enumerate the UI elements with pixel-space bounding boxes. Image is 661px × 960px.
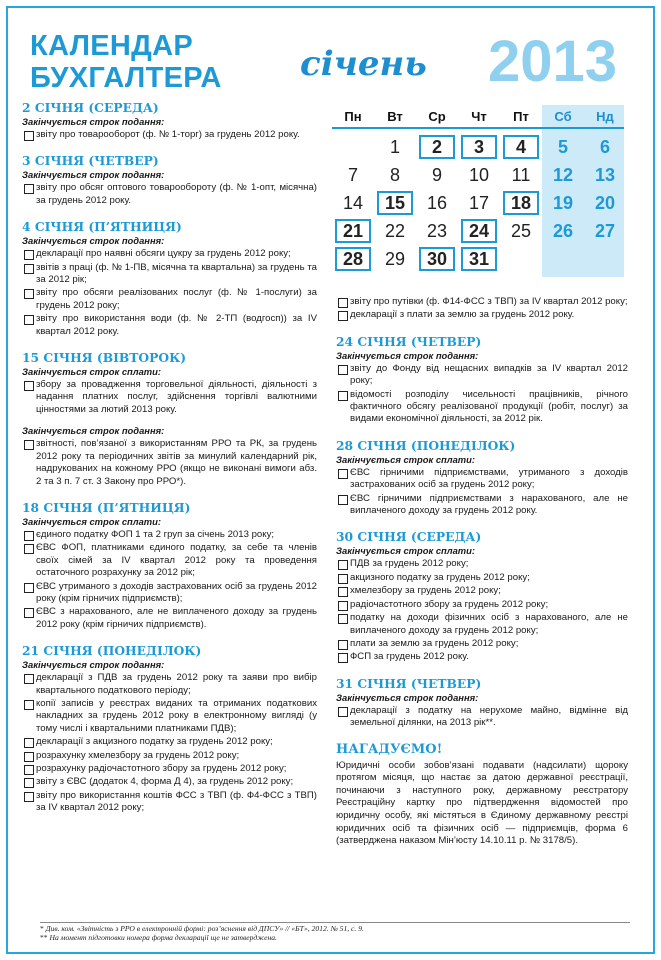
section-subtitle: Закінчується строк подання:: [336, 691, 479, 703]
left-column: [22, 100, 317, 827]
checklist-item: збору за провадження торговельної діяльності, діяльності з надання платних послуг, здійснення торгівлі валютними цінностями за лютий 2013 року.: [22, 379, 317, 416]
page-title: [30, 30, 300, 94]
deadline-day: 28: [335, 247, 371, 271]
checklist-item: акцизного податку за грудень 2012 року;: [336, 572, 628, 584]
footnote-1-text: Див. ком. «Звітність з РРО в електронній формі: роз’яснення від ДПСУ» // «БТ», 2012. № 51, с. 9.: [45, 924, 364, 933]
checklist-item: декларації з акцизного податку за грудень 2012 року;: [22, 736, 317, 748]
footnote-2-mark: **: [40, 933, 48, 943]
deadline-day: 4: [503, 135, 539, 159]
checklist-item: податку на доходи фізичних осіб з нарахованого, але не виплаченого доходу за грудень 2012 року;: [336, 612, 628, 637]
section-date-title: 2 СІЧНЯ (СЕРЕДА): [22, 100, 159, 115]
month-calendar-grid: [332, 105, 624, 277]
checklist-item: радіочастотного збору за грудень 2012 року;: [336, 599, 628, 611]
reminder-text: Юридичні особи зобов’язані подавати (надсилати) щороку протягом місяця, що настає за датою державної реєстрації, починаючи з наступного року, державному реєстратору Реєстраційну картку про підтвердження відомостей про юридичну особу, які містяться в Єдиному державному реєстрі юридичних осіб та фізичних осіб — підприємців, форма 6 (затверджена наказом Мін’юсту 14.10.11 р. № 3178/5).: [336, 759, 628, 847]
right-column: [336, 296, 628, 848]
checklist-item: звіту про товарооборот (ф. № 1-торг) за грудень 2012 року.: [22, 129, 317, 141]
checklist-item: декларації з податку на нерухоме майно, відмінне від земельної ділянки, на 2013 рік**.: [336, 705, 628, 730]
section-subtitle: Закінчується строк сплати:: [22, 366, 161, 378]
footnotes: [40, 922, 630, 943]
section-date-title: 24 СІЧНЯ (ЧЕТВЕР): [336, 333, 482, 349]
checklist-item: звіту про обсяги реалізованих послуг (ф. № 1-послуги) за грудень 2012 року;: [22, 287, 317, 312]
checklist-item: розрахунку радіочастотного збору за грудень 2012 року;: [22, 763, 317, 775]
section-date-title: 3 СІЧНЯ (ЧЕТВЕР): [22, 153, 159, 169]
deadline-section: [22, 219, 317, 338]
calendar-day: 20: [594, 193, 616, 213]
weekday-header: Пт: [513, 109, 529, 124]
deadline-day: 30: [419, 247, 455, 271]
section-date-title: 30 СІЧНЯ (СЕРЕДА): [336, 529, 482, 545]
deadline-day: 2: [419, 135, 455, 159]
checklist-item: ЄВС з нарахованого, але не виплаченого доходу за грудень 2012 року (крім гірничих підприємств).: [22, 606, 317, 631]
title-line-1: КАЛЕНДАР: [30, 30, 193, 62]
section-subtitle: Закінчується строк подання:: [336, 349, 479, 361]
weekday-header: Нд: [596, 109, 614, 124]
deadline-section: [336, 529, 628, 663]
month-title: січень: [300, 44, 427, 84]
checklist-item: відомості розподілу чисельності працівників, річного фактичного обсягу реалізованої продукції (робіт, послуг) за видами економічної діяльності, за 2012 рік.: [336, 389, 628, 426]
footnote-2: [40, 933, 630, 942]
weekday-header: Пн: [344, 109, 362, 124]
checklist-item: ФСП за грудень 2012 року.: [336, 651, 628, 663]
calendar-day: 19: [552, 193, 574, 213]
checklist-item: копії записів у реєстрах виданих та отриманих податкових накладних за грудень 2012 року в електронному вигляді (у тому числі і квартальними платниками ПДВ);: [22, 698, 317, 735]
calendar-day: 23: [426, 221, 448, 241]
section-date-title: 18 СІЧНЯ (П’ЯТНИЦЯ): [22, 499, 191, 515]
section-date-title: 15 СІЧНЯ (ВІВТОРОК): [22, 350, 187, 366]
calendar-day: 12: [552, 165, 574, 185]
section-subtitle: Закінчується строк подання:: [22, 235, 165, 247]
deadline-section: [336, 676, 628, 730]
calendar-day: 27: [594, 221, 616, 241]
reminder-title: НАГАДУЄМО!: [336, 741, 443, 757]
checklist-item: декларації з плати за землю за грудень 2012 року.: [336, 309, 628, 321]
section-subtitle: Закінчується строк сплати:: [336, 453, 475, 465]
deadline-day: 15: [377, 191, 413, 215]
deadline-day: 3: [461, 135, 497, 159]
checklist-item: звітності, пов’язаної з використанням РРО та РК, за грудень 2012 року та періодичних звітів за минулий календарний рік, надрукованих на кожному РРО (якщо не виконані вимоги абз. 2 та 3 п. 7 ст. 3 Закону про РРО*).: [22, 438, 317, 488]
section-subtitle: Закінчується строк подання:: [22, 116, 165, 127]
deadline-section: [336, 334, 628, 426]
section-date-title: 4 СІЧНЯ (П’ЯТНИЦЯ): [22, 219, 182, 235]
deadline-section: [22, 153, 317, 207]
section-date-title: 31 СІЧНЯ (ЧЕТВЕР): [336, 675, 482, 691]
calendar-header-divider: [332, 127, 624, 129]
checklist-item: декларації з ПДВ за грудень 2012 року та заяви про вибір квартального податкового періоду;: [22, 672, 317, 697]
checklist-item: декларації про наявні обсяги цукру за грудень 2012 року;: [22, 248, 317, 260]
calendar-day: 14: [342, 193, 364, 213]
deadline-section: [22, 500, 317, 631]
calendar-day: 6: [599, 137, 610, 157]
deadline-day: 24: [461, 219, 497, 243]
reminder-block: [336, 742, 628, 848]
deadline-section: [336, 438, 628, 518]
group-spacer: [22, 417, 317, 425]
checklist-item: звітів з праці (ф. № 1-ПВ, місячна та квартальна) за грудень та за 2012 рік;: [22, 262, 317, 287]
checklist-item: ЄВС ФОП, платниками єдиного податку, за себе та членів своїх сімей за IV квартал 2012 року та проведення остаточного розрахунку за 2012 рік;: [22, 542, 317, 579]
checklist-item: хмелезбору за грудень 2012 року;: [336, 585, 628, 597]
section-date-title: 21 СІЧНЯ (ПОНЕДІЛОК): [22, 643, 202, 659]
deadline-section: [22, 643, 317, 814]
checklist-item: ЄВС гірничими підприємствами з нарахованого, але не виплаченого доходу за грудень 2012 року.: [336, 493, 628, 518]
calendar-day: 29: [384, 249, 406, 269]
checklist-item: звіту про путівки (ф. Ф14-ФСС з ТВП) за IV квартал 2012 року;: [336, 296, 628, 308]
checklist-item: розрахунку хмелезбору за грудень 2012 року;: [22, 750, 317, 762]
checklist-item: звіту про використання коштів ФСС з ТВП (ф. Ф4-ФСС з ТВП) за IV квартал 2012 року;: [22, 790, 317, 815]
checklist-item: звіту про використання води (ф. № 2-ТП (водгосп)) за IV квартал 2012 року.: [22, 313, 317, 338]
deadline-section: [22, 100, 317, 141]
year-title: 2013: [488, 29, 618, 94]
title-line-2: БУХГАЛТЕРА: [30, 62, 222, 94]
checklist-item: плати за землю за грудень 2012 року;: [336, 638, 628, 650]
deadline-day: 18: [503, 191, 539, 215]
checklist-item: ЄВС гірничими підприємствами, утриманого з доходів застрахованих осіб за грудень 2012 року;: [336, 467, 628, 492]
calendar-day: 25: [510, 221, 532, 241]
footnote-1-mark: *: [40, 924, 44, 933]
calendar-day: 11: [511, 165, 531, 185]
calendar-day: 26: [552, 221, 574, 241]
checklist-item: звіту до Фонду від нещасних випадків за IV квартал 2012 року;: [336, 363, 628, 388]
section-subtitle: Закінчується строк подання:: [22, 425, 165, 437]
footnote-2-text: На момент підготовки номера форма декларації ще не затверджена.: [49, 933, 277, 943]
checklist-item: ПДВ за грудень 2012 року;: [336, 558, 628, 570]
checklist-item: звіту про обсяг оптового товарообороту (ф. № 1-опт, місячна) за грудень 2012 року.: [22, 182, 317, 207]
calendar-day: 16: [426, 193, 448, 213]
calendar-day: 8: [389, 165, 400, 185]
weekday-header: Ср: [428, 109, 446, 124]
section-date-title: 28 СІЧНЯ (ПОНЕДІЛОК): [336, 437, 516, 453]
deadline-day: 21: [335, 219, 371, 243]
calendar-day: 10: [468, 165, 490, 185]
calendar-day: 7: [347, 165, 358, 185]
weekday-header: Чт: [471, 109, 487, 124]
deadline-section: [22, 350, 317, 488]
calendar-day: 22: [384, 221, 406, 241]
section-subtitle: Закінчується строк сплати:: [22, 515, 161, 527]
calendar-day: 17: [468, 193, 490, 213]
calendar-day: 9: [431, 165, 442, 185]
checklist-item: ЄВС утриманого з доходів застрахованих осіб за грудень 2012 року (крім гірничих підприємств);: [22, 581, 317, 606]
section-subtitle: Закінчується строк подання:: [22, 169, 165, 181]
calendar-day: 1: [389, 137, 400, 157]
section-subtitle: Закінчується строк подання:: [22, 659, 165, 671]
footnote-1: [40, 924, 630, 933]
checklist-item: єдиного податку ФОП 1 та 2 груп за січень 2013 року;: [22, 529, 317, 541]
continued-items: [336, 296, 628, 322]
weekday-header: Сб: [554, 109, 572, 124]
deadline-day: 31: [461, 247, 497, 271]
checklist-item: звіту з ЄВС (додаток 4, форма Д 4), за грудень 2012 року;: [22, 776, 317, 788]
calendar-day: 5: [557, 137, 568, 157]
section-subtitle: Закінчується строк сплати:: [336, 545, 475, 557]
calendar-day: 13: [594, 165, 616, 185]
weekday-header: Вт: [387, 109, 403, 124]
